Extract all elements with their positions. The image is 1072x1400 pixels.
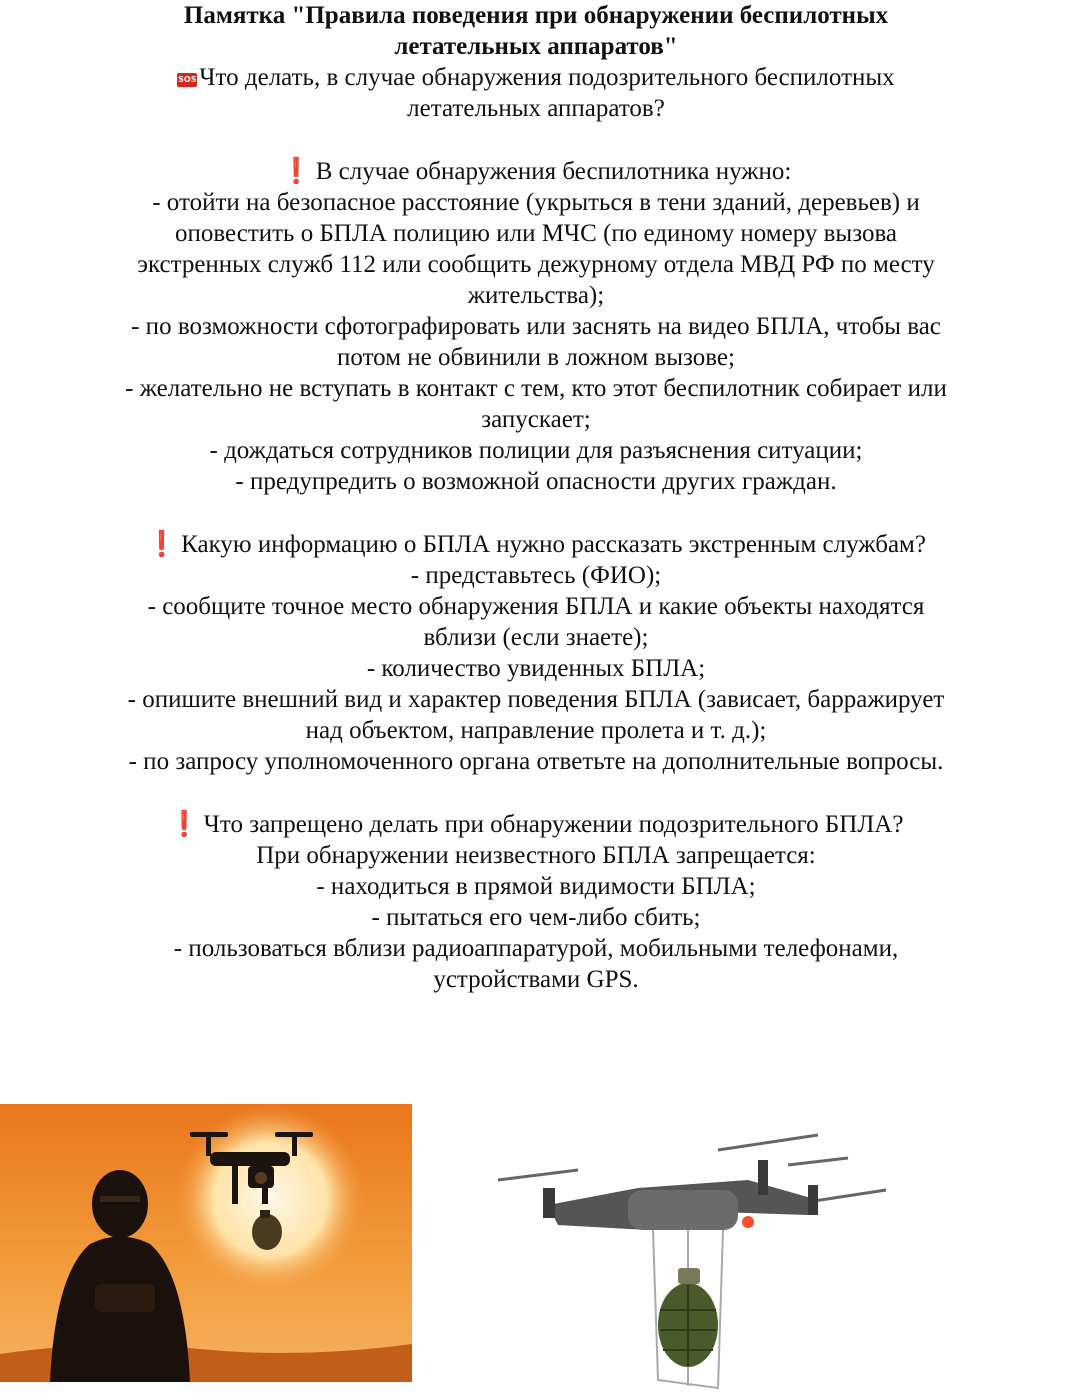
section-2-line: - количество увиденных БПЛА; [366, 655, 706, 682]
memo-title-line-1: Памятка "Правила поведения при обнаружении беспилотных [183, 2, 889, 29]
section-1-line: потом не обвинили в ложном вызове; [337, 344, 735, 371]
drone-operator-sunset-illustration [0, 1104, 412, 1382]
section-1-heading: ❗ В случае обнаружения беспилотника нужно: [280, 156, 792, 185]
intro-question-line-2: летательных аппаратов? [407, 95, 665, 122]
section-1-line: - отойти на безопасное расстояние (укрыться в тени зданий, деревьев) и [152, 189, 920, 216]
section-2-line: - опишите внешний вид и характер поведения БПЛА (зависает, барражирует [127, 686, 945, 713]
section-1-line: - по возможности сфотографировать или заснять на видео БПЛА, чтобы вас [131, 313, 941, 340]
section-3-line: При обнаружении неизвестного БПЛА запрещается: [256, 842, 816, 869]
drone-with-grenade-illustration [488, 1130, 888, 1390]
section-2-line: - представьтесь (ФИО); [410, 562, 662, 589]
section-2-heading: ❗ Какую информацию о БПЛА нужно рассказать экстренным службам? [146, 529, 926, 558]
section-3-line: - пользоваться вблизи радиоаппаратурой, мобильными телефонами, [173, 935, 899, 962]
section-2-line: - сообщите точное место обнаружения БПЛА и какие объекты находятся [147, 593, 925, 620]
section-1-line: экстренных служб 112 или сообщить дежурному отдела МВД РФ по месту [137, 251, 935, 278]
intro-question [0, 62, 1072, 93]
exclamation-icon: ❗ [168, 809, 200, 838]
section-2-line: вблизи (если знаете); [423, 624, 649, 651]
exclamation-icon: ❗ [280, 156, 312, 185]
section-3-heading: ❗ Что запрещено делать при обнаружении подозрительного БПЛА? [168, 809, 904, 838]
section-3-line: - пытаться его чем-либо сбить; [371, 904, 701, 931]
section-1-line: - предупредить о возможной опасности других граждан. [235, 468, 837, 495]
drone-body-icon [543, 1160, 818, 1230]
section-2-line: - по запросу уполномоченного органа ответьте на дополнительные вопросы. [128, 748, 944, 775]
section-1-line: оповестить о БПЛА полицию или МЧС (по единому номеру вызова [174, 220, 898, 247]
intro-question-line-1: Что делать, в случае обнаружения подозрительного беспилотных [199, 64, 895, 91]
section-3-line: устройствами GPS. [433, 966, 639, 993]
section-1-line: - желательно не вступать в контакт с тем, кто этот беспилотник собирает или [125, 375, 947, 402]
exclamation-icon: ❗ [146, 529, 178, 558]
section-3-line: - находиться в прямой видимости БПЛА; [316, 873, 756, 900]
section-1-line: - дождаться сотрудников полиции для разъяснения ситуации; [209, 437, 863, 464]
section-1-line: жительства); [467, 282, 605, 309]
section-1-line: запускает; [481, 406, 591, 433]
grenade-icon [658, 1268, 718, 1367]
section-2-line: над объектом, направление пролета и т. д.); [305, 717, 767, 744]
memo-title-line-2: летательных аппаратов" [394, 33, 678, 60]
sos-icon: SOS [177, 73, 197, 87]
